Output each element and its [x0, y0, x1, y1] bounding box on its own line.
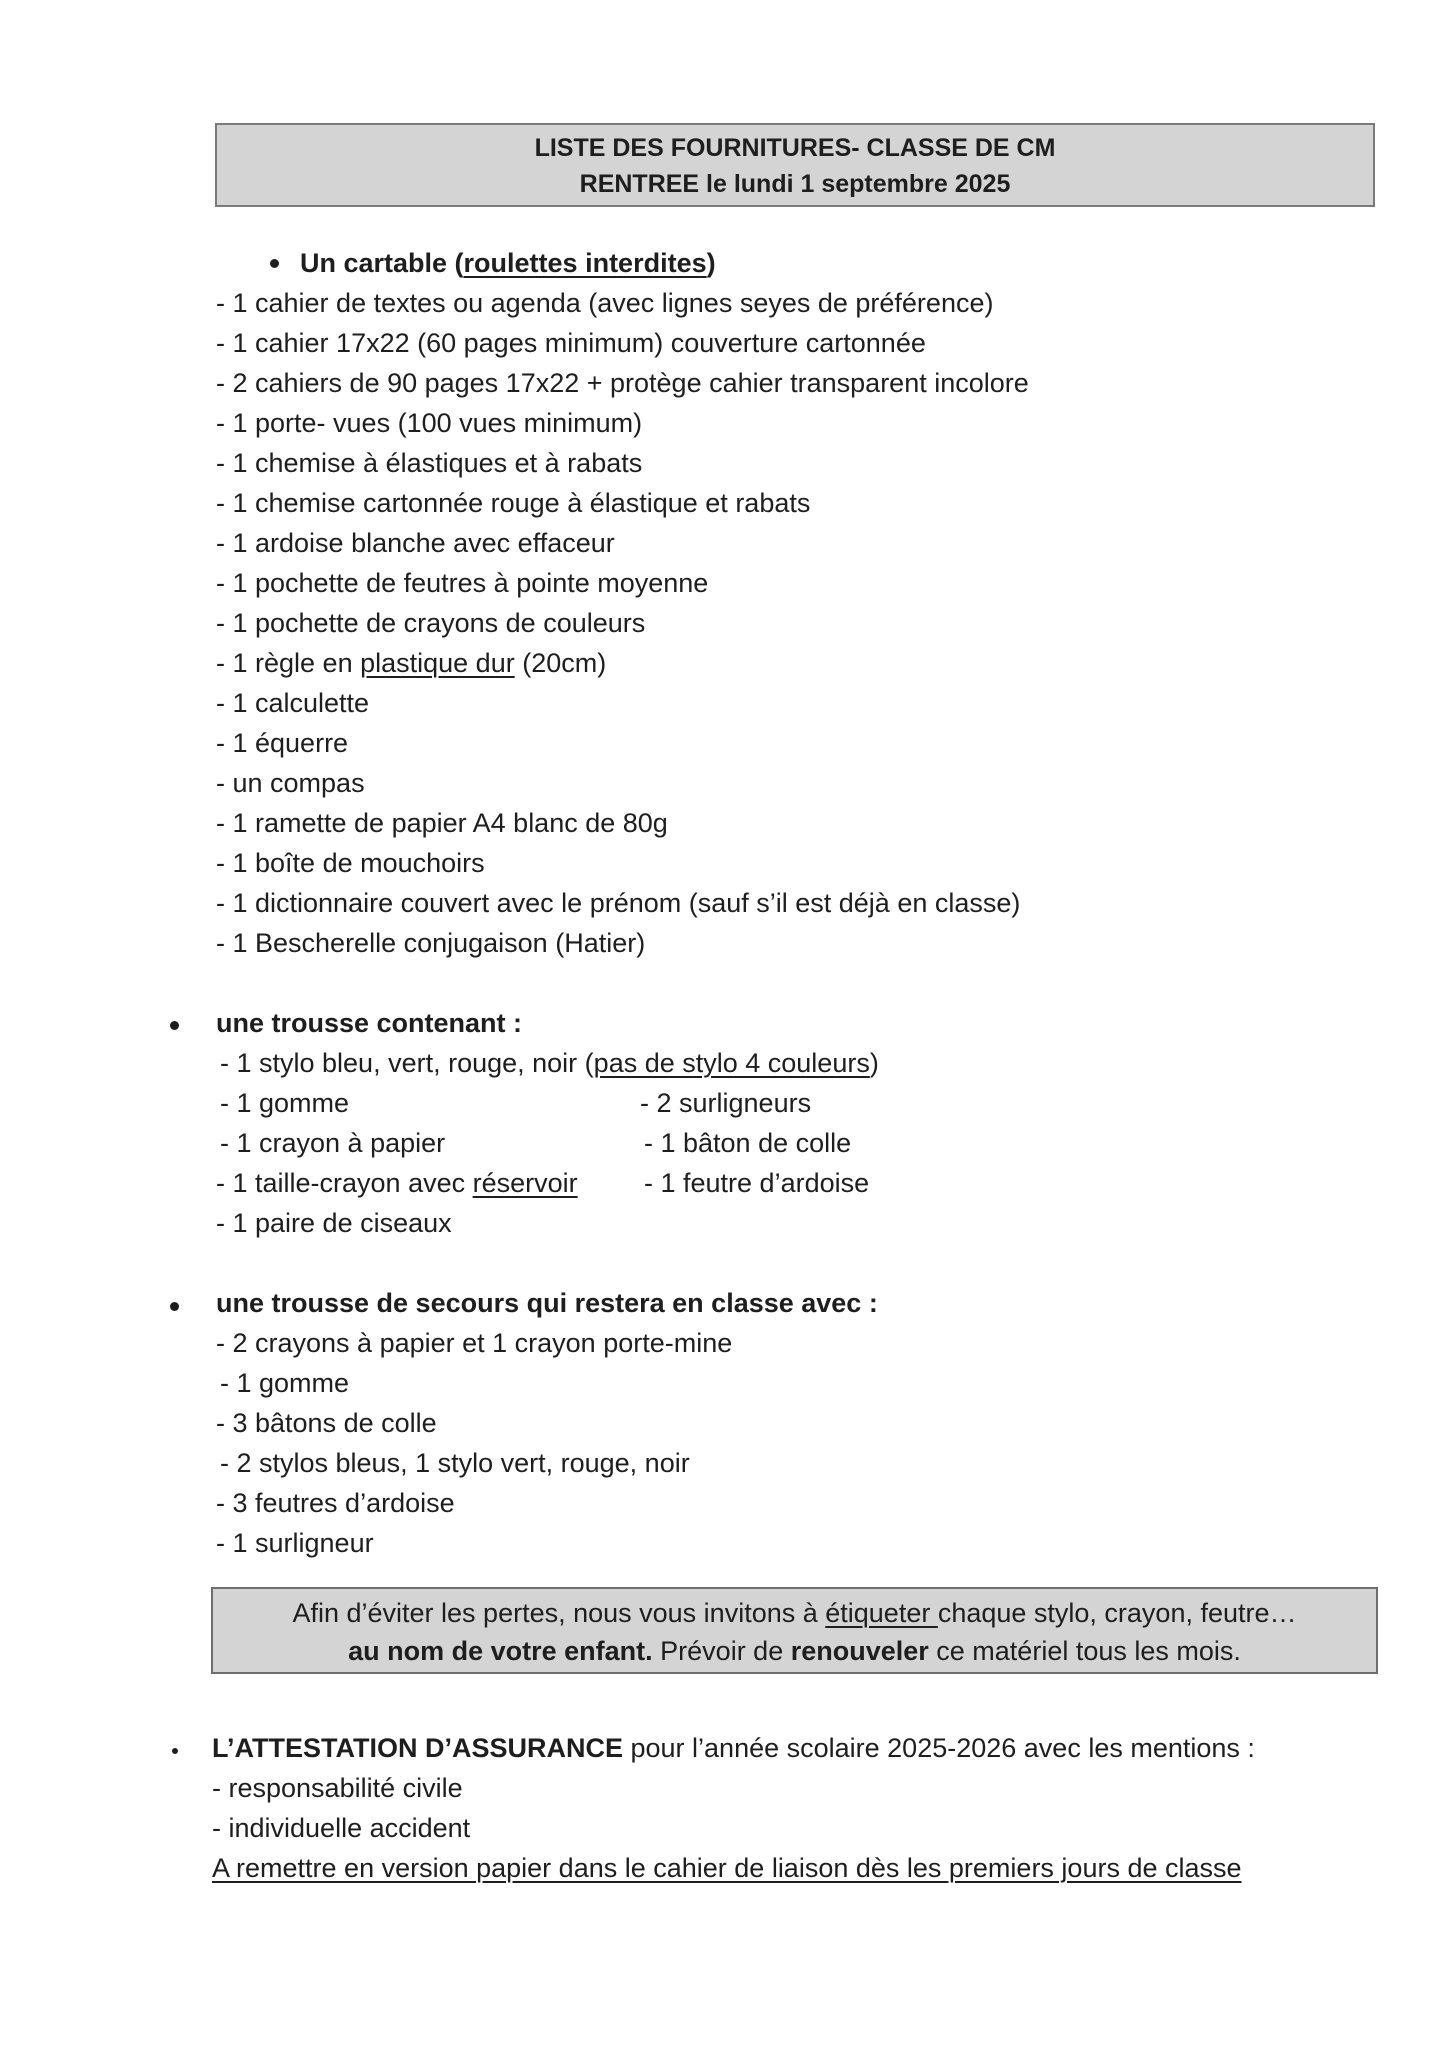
list-item: - 1 paire de ciseaux — [216, 1208, 452, 1238]
notice-box — [211, 1587, 1378, 1674]
bullet-icon — [170, 1302, 179, 1311]
list-item: - 1 cahier de textes ou agenda (avec lignes seyes de préférence) — [216, 288, 994, 318]
list-item: - 1 calculette — [216, 688, 370, 718]
list-item: - 2 stylos bleus, 1 stylo vert, rouge, noir — [220, 1448, 690, 1478]
cartable-heading: Un cartable (roulettes interdites) — [300, 248, 716, 278]
list-item-stylo: - 1 stylo bleu, vert, rouge, noir (pas de stylo 4 couleurs) — [220, 1048, 879, 1078]
list-item: - responsabilité civile — [212, 1773, 463, 1803]
title-line-1: LISTE DES FOURNITURES- CLASSE DE CM — [534, 134, 1056, 162]
list-item: - 1 boîte de mouchoirs — [216, 848, 485, 878]
list-item: - 1 pochette de feutres à pointe moyenne — [216, 568, 709, 598]
list-item: - 1 crayon à papier — [220, 1128, 446, 1158]
list-item: - 1 gomme — [220, 1368, 350, 1398]
list-item: - 3 bâtons de colle — [216, 1408, 437, 1438]
list-item-regle: - 1 règle en plastique dur (20cm) — [216, 648, 607, 678]
title-box — [215, 123, 1375, 207]
title-line-2: RENTREE le lundi 1 septembre 2025 — [579, 170, 1011, 198]
trousse-heading: une trousse contenant : — [216, 1008, 523, 1038]
list-item: - 1 chemise cartonnée rouge à élastique et rabats — [216, 488, 811, 518]
list-item: - 1 feutre d’ardoise — [644, 1168, 870, 1198]
list-item: - 1 cahier 17x22 (60 pages minimum) couverture cartonnée — [216, 328, 926, 358]
notice-line-2: au nom de votre enfant. Prévoir de renouveler ce matériel tous les mois. — [348, 1636, 1241, 1666]
list-item: - 1 bâton de colle — [644, 1128, 852, 1158]
list-item: - 3 feutres d’ardoise — [216, 1488, 455, 1518]
list-item: - individuelle accident — [212, 1813, 471, 1843]
list-item: - 1 Bescherelle conjugaison (Hatier) — [216, 928, 646, 958]
list-item-taille-crayon: - 1 taille-crayon avec réservoir — [216, 1168, 578, 1198]
list-item: - 1 gomme — [220, 1088, 350, 1118]
bullet-icon — [172, 1748, 178, 1754]
list-item: - 1 équerre — [216, 728, 349, 758]
notice-line-1: Afin d’éviter les pertes, nous vous invitons à étiqueter chaque stylo, crayon, feutre… — [292, 1598, 1297, 1628]
list-item: - 1 surligneur — [216, 1528, 374, 1558]
list-item: - 1 porte- vues (100 vues minimum) — [216, 408, 643, 438]
list-item: - un compas — [216, 768, 365, 798]
list-item: - 1 dictionnaire couvert avec le prénom (sauf s’il est déjà en classe) — [216, 888, 1021, 918]
bullet-icon — [170, 1021, 179, 1030]
list-item: - 2 surligneurs — [640, 1088, 812, 1118]
secours-heading: une trousse de secours qui restera en classe avec : — [216, 1288, 878, 1318]
list-item: - 1 chemise à élastiques et à rabats — [216, 448, 643, 478]
list-item: - 1 ardoise blanche avec effaceur — [216, 528, 615, 558]
list-item: - 1 ramette de papier A4 blanc de 80g — [216, 808, 668, 838]
list-item: - 2 cahiers de 90 pages 17x22 + protège cahier transparent incolore — [216, 368, 1029, 398]
list-item: - 1 pochette de crayons de couleurs — [216, 608, 646, 638]
bullet-icon — [270, 259, 279, 268]
assurance-heading: L’ATTESTATION D’ASSURANCE pour l’année scolaire 2025-2026 avec les mentions : — [212, 1733, 1255, 1763]
list-item: - 2 crayons à papier et 1 crayon porte-mine — [216, 1328, 733, 1358]
assurance-note: A remettre en version papier dans le cahier de liaison dès les premiers jours de classe — [212, 1853, 1242, 1883]
